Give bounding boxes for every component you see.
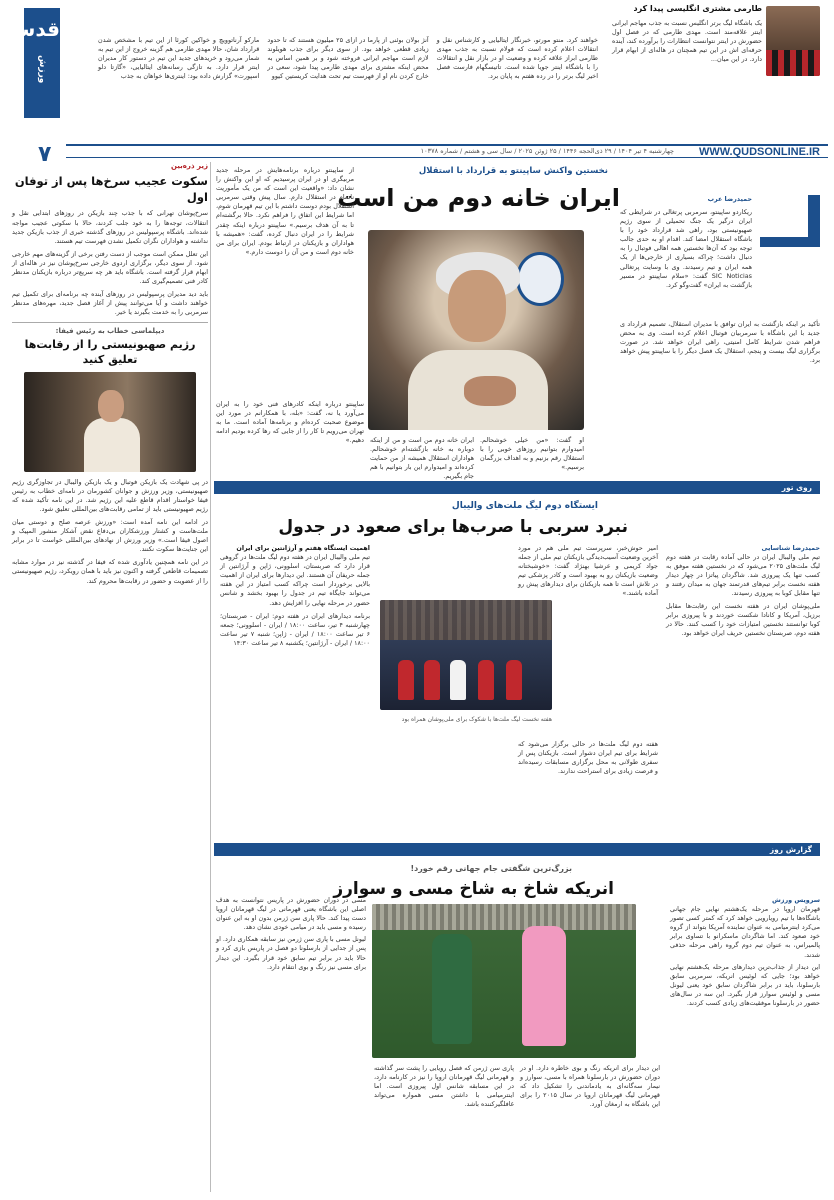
sidebar-text-6: در این نامه همچنین یادآوری شده که فیفا در گذشته نیز در موارد مشابه تصمیمات قاطعی گرفته و اکنون نیز باید با همان رویکرد، رژیم صهیونیستی را از عضویت و حضور در رقابت‌ها محروم کند. — [12, 558, 208, 585]
sidebar-text-3: باید دید مدیران پرسپولیس در روزهای آینده چه برنامه‌ای برای تکمیل تیم خواهند داشت و آیا می‌توانند پیش از آغاز فصل جدید، مهره‌های مدنظر سرمربی را به خدمت بگیرند یا خیر. — [12, 290, 208, 317]
main-col-right-bottom — [620, 320, 820, 365]
newspaper-logo[interactable] — [7, 8, 60, 118]
sidebar-kicker: زیر ذره‌بین — [171, 162, 208, 170]
report-col-2 — [520, 1064, 660, 1109]
esteghlal-badge-icon — [516, 252, 564, 306]
report-col-3 — [374, 1064, 514, 1109]
main-kicker: نخستین واکنش ساپینتو به قرارداد با استقلال — [418, 166, 608, 176]
site-url[interactable]: WWW.QUDSONLINE.IR — [699, 146, 820, 158]
section-vertical-label: ورزش — [37, 55, 48, 84]
volleyball-headline[interactable]: نبرد سربی با صرب‌ها برای صعود در جدول — [278, 517, 628, 537]
sidebar-divider — [12, 322, 208, 323]
volleyball-text-2b: هفته دوم لیگ ملت‌ها در حالی برگزار می‌شود که شرایط برای تیم ایران دشوار است. بازیکنان پس از سفری طولانی به محل برگزاری مسابقات رسیده‌اند و فرصت زیادی برای استراحت ندارند. — [518, 740, 658, 776]
teaser-title[interactable]: طارمی مشتری انگلیسی پیدا کرد — [633, 4, 762, 13]
sapinto-photo — [368, 230, 584, 430]
volleyball-col-1 — [666, 544, 820, 638]
messi-match-photo — [372, 904, 636, 1058]
main-headline[interactable]: ایران خانه دوم من است — [337, 184, 620, 212]
lead-decoration — [760, 195, 820, 247]
minister-photo — [24, 372, 196, 472]
volleyball-col-2b — [518, 740, 658, 776]
left-sidebar — [12, 162, 208, 590]
teaser-col-3: آنژ بولان بوئنی از پارما در ازای ۲۵ میلیون هستند که تا حدود زیادی قطعی خواهد بود. از سوی دیگر برای جذب هویلوند لازم است مهاجم ایرانی فروخته شود و بر همین اساس به محض اینکه مشتری برای مهدی طارمی پیدا شود، سعی در خارج کردن نام او از فهرست تیم تحت هدایت کریستین کیوو — [267, 36, 429, 81]
main-text-right-2: تأکید بر اینکه بازگشت به ایران توافق با مدیران استقلال، تصمیم قرارداد ی جدید با این باشگاه با سرمربیان فوتبال اعلام کرده است. وی به محض فراهم شدن شرایط کامل امنیتی، راهی ایران خواهد شد. در صورت برگزاری لیگ بیست و پنجم، استقلال یک فصل دیگر را با ساپینتو پیش خواهد برد. — [620, 320, 820, 365]
volleyball-text-1b: ملی‌پوشان ایران در هفته نخست این رقابت‌ها مقابل برزیل، آمریکا و کانادا شکست خوردند و با پیروزی برابر کوبا توانستند نخستین امتیازات خود را کسب کنند. حالا در هفته دوم، صربستان نخستین حریف ایران خواهد بود. — [666, 601, 820, 637]
date-line: چهارشنبه ۴ تیر ۱۴۰۴ / ۲۹ ذی‌الحجه ۱۴۴۶ / ۲۵ ژوئن ۲۰۲۵ / سال سی و هشتم / شماره ۱۰۳۷۸ — [420, 147, 674, 155]
main-col-left-2 — [216, 400, 364, 445]
main-byline: حمیدرضا عرب — [707, 195, 752, 203]
report-text-1b: این دیدار از جذاب‌ترین دیدارهای مرحله یک‌هشتم نهایی خواهد بود؛ جایی که لوئیس انریکه، سرمربی سابق بارسلونا، باید در برابر شاگردان سابق خود یعنی لیونل مسی و لوئیس سوارز قرار بگیرد. این سه در سال‌های حضور در بارسلونا موفقیت‌های زیادی کسب کردند. — [670, 962, 820, 1008]
volleyball-text-2: امیر حوش‌خبر، سرپرست تیم ملی هم در مورد آخرین وضعیت آسیب‌دیدگی بازیکنان تیم ملی از جمله جواد کریمی و عرشیا بهنژاد گفت: «خوشبختانه وضعیت بازیکنان رو به بهبود است و کادر پزشکی تیم در تلاش است تا همه بازیکنان برای دیدارهای پیش رو آماده باشند.» — [518, 544, 658, 598]
main-col-under-photo-b — [480, 436, 584, 472]
sidebar-text-2: این تعلل ممکن است موجب از دست رفتن برخی از گزینه‌های مهم خارجی شود. از سوی دیگر، برگزاری اردوی خارجی سرخ‌پوشان نیز در هاله‌ای از ابهام قرار گرفته است. باشگاه باید هر چه سریع‌تر درباره بازیکنان مدنظر کادر فنی تصمیم‌گیری کند. — [12, 249, 208, 286]
sidebar-title[interactable]: سکوت عجیب سرخ‌ها پس از توفان اول — [14, 174, 208, 204]
volleyball-photo-caption: هفته نخست لیگ ملت‌ها با شکوک برای ملی‌پوشان همراه بود — [401, 716, 552, 723]
report-kicker: بزرگ‌ترین شگفتی جام جهانی رقم خورد! — [410, 864, 572, 873]
section-label-volleyball: روی تور — [214, 481, 820, 494]
volleyball-text-1: تیم ملی والیبال ایران در حالی آماده رقابت در هفته دوم لیگ ملت‌های ۲۰۲۵ می‌شود که در نخستین هفته موفق به کسب تنها یک پیروزی شد. شاگردان پیاتزا در چهار دیدار هفته نخست برابر تیم‌های قدرتمند جهان به میدان رفتند و تنها مقابل کوبا به پیروزی رسیدند. — [666, 553, 820, 598]
main-text-under-1: ساپینتو درباره اینکه کادرهای فنی خود را به ایران می‌آورد یا نه، گفت: «بله، با همکارانم در مورد این موضوع صحبت کرده‌ام و برنامه‌ها آماده است. ما به تهران می‌رویم تا کار را از جایی که رها کرده بودیم ادامه دهیم.» — [216, 400, 364, 445]
main-text-right: ریکاردو ساپینتو، سرمربی پرتغالی در شرایطی که ایران درگیر یک جنگ تحمیلی از سوی رژیم صهیونیستی بود، راهی شد قرارداد خود را با باشگاه استقلال امضا کند. اقدام او به حدی جالب توجه بود که آن‌ها نخستین همه اهالی فوتبال را به دنبال داشت؛ چراکه بسیاری از خارجی‌ها از یک همه ایران و تیم رسیدند. وی با وسایت پرتغالی SIC Noticias گفت: «سلام ساپینتو در مسیر بازگشت به ایران» گفت‌وگو کرد. — [620, 208, 752, 289]
page-number: ۷ — [38, 142, 52, 167]
report-col-1 — [670, 896, 820, 1008]
main-text-under-3: او گفت: «من خیلی خوشحالم. امیدوارم بتوانیم روزهای خوبی را با استقلال رقم بزنیم و به اهداف بزرگمان برسیم.» — [480, 436, 584, 472]
volleyball-schedule: برنامه دیدارهای ایران در هفته دوم: ایران - صربستان؛ چهارشنبه ۴ تیر، ساعت ۱۸:۰۰ / ایران - اسلوونی؛ جمعه ۶ تیر ساعت ۱۸:۰۰ / ایران - ژاپن؛ شنبه ۷ تیر ساعت ۱۸:۰۰ / ایران - آرژانتین؛ یکشنبه ۸ تیر ساعت ۱۴:۳۰ — [220, 611, 371, 647]
report-text-3: پاری سن ژرمن که فصل رویایی را پشت سر گذاشته و قهرمانی لیگ قهرمانان اروپا را نیز در کارنامه دارد، در این مسابقه شانس اول پیروزی است. اما اینترمیامی با داشتن مسی همواره می‌تواند غافلگیرکننده باشد. — [374, 1064, 514, 1109]
sidebar-text-1: سرخ‌پوشان تهرانی که با جذب چند بازیکن در روزهای ابتدایی نقل و انتقالات، توجه‌ها را به خود جلب کردند، حالا با سکوتی عجیب مواجه شده‌اند. باشگاه پرسپولیس در روزهای گذشته خبری از جذب بازیکن جدید نداشته و هواداران نگران تکمیل نشدن فهرست تیم هستند. — [12, 209, 208, 245]
main-col-left — [216, 166, 354, 257]
volleyball-photo — [380, 600, 552, 710]
main-col-right-top — [620, 200, 752, 290]
sidebar-title-2[interactable]: رژیم صهیونیستی را از رقابت‌ها تعلیق کنید — [24, 337, 196, 366]
volleyball-kicker: ایستگاه دوم لیگ ملت‌های والیبال — [451, 501, 598, 511]
sidebar-kicker-2: دیپلماسی خطاب به رئیس فیفا: — [55, 326, 165, 335]
report-byline: سرویس ورزش — [771, 896, 820, 904]
report-col-left — [216, 896, 366, 972]
sidebar-text-5: در ادامه این نامه آمده است: «ورزش عرصه صلح و دوستی میان ملت‌هاست و کشتار ورزشکاران بی‌دفاع نقض آشکار منشور المپیک و اصول فیفا است.» وزیر ورزش از نهادهای بین‌المللی خواست تا در برابر این جنایت‌ها سکوت نکنند. — [12, 518, 208, 554]
section-label-report: گزارش روز — [214, 843, 820, 856]
volleyball-byline: حمیدرضا شناسایی — [761, 544, 820, 552]
volleyball-subhead: اهمیت ایستگاه هفتم و آرژانتین برای ایران — [236, 544, 370, 552]
volleyball-col-2 — [518, 544, 658, 599]
top-teaser — [612, 4, 762, 64]
main-text-left: از ساپینتو درباره برنامه‌هایش در مرحله جدید مربیگری او در ایران پرسیدیم که او این واکنش را نشان داد: «واقعیت این است که من یک مأموریت ناتمام در استقلال دارم. سال پیش وقتی سرمربی استقلال بودم دوست داشتم با این تیم قهرمان شوم، اما شرایط این اتفاق را فراهم نکرد. حالا برگشته‌ام تا به آن هدف برسیم.» ساپینتو درباره اینکه چقدر شرایط را در ایران دنبال کرده، گفت: «همیشه با هواداران و بازیکنان در ارتباط بودم. ایران برای من خانه دوم است و من آن را دوست دارم.» — [216, 166, 354, 256]
sidebar-divider-line — [210, 162, 211, 1192]
report-text-left: مسی در دوران حضورش در پاریس نتوانست به هدف اصلی این باشگاه یعنی قهرمانی در لیگ قهرمانان اروپا دست پیدا کند. حالا پاری سن ژرمن بدون او به این عنوان رسیده و مسی باید در میامی خودی نشان دهد. — [216, 896, 366, 932]
teaser-col-2: مارکو آرناتوویچ و خواکین کورئا از این تیم با مشخص شدن قرارداد شان، حالا مهدی طارمی هم گزینه خروج از این تیم به شمار می‌رود و خریدهای جدید این تیم در دستور کار مدیران اینتر قرار دارد. به تازگی رسانه‌های ایتالیایی، «گازتا دلو اسپورت» گزارش داده بود: اینتری‌ها خواهان به جذب — [98, 36, 260, 81]
main-col-under-photo-a — [370, 436, 474, 481]
report-text-1: قهرمان اروپا در مرحله یک‌هشتم نهایی جام جهانی باشگاه‌ها با تیم رویارویی خواهد کرد که کمتر کسی تصور می‌کرد اینترمیامی به عنوان نماینده آمریکا بتواند از گروه خود صعود کند. اما شاگردان ماسکرانو با تساوی برابر پالمیراس، به عنوان تیم دوم گروه راهی مرحله حذفی شدند. — [670, 905, 820, 959]
report-headline[interactable]: انریکه شاخ به شاخ مسی و سوارز — [333, 879, 614, 899]
main-text-under-2: ایران خانه دوم من است و من از اینکه دوباره به خانه بازگشته‌ام خوشحالم. هواداران استقلال همیشه از من حمایت کرده‌اند و امیدوارم این بار بتوانیم با هم جام بگیریم. — [370, 436, 474, 481]
report-text-4: لیونل مسی با پاری سن ژرمن نیز سابقه همکاری دارد. او پس از جدایی از بارسلونا دو فصل در پاریس بازی کرد و حالا باید در برابر تیم سابق خود قرار بگیرد. این دیدار برای مسی نیز رنگ و بوی انتقام دارد. — [216, 935, 366, 971]
sidebar-text-4: در پی شهادت یک بازیکن فوتبال و یک بازیکن والیبال در تجاوزگری رژیم صهیونیستی، وزیر ورزش و جوانان کشورمان در نامه‌ای خطاب به رئیس فیفا خواستار اقدام قاطع علیه این رژیم شد. در این نامه تأکید شده که رژیم صهیونیستی باید از تمامی رقابت‌های بین‌المللی تعلیق شود. — [12, 477, 208, 513]
teaser-text: یک باشگاه لیگ برتر انگلیس نسبت به جذب مهاجم ایرانی اینتر علاقه‌مند است. مهدی طارمی که در فصل اول حضورش در اینتر نتوانست انتظارات را برآورده کند، آینده حرفه‌ای اش در این تیم همچنان در هاله‌ای از ابهام قرار دارد. در این میان... — [612, 18, 762, 64]
teaser-col-4: خواهند کرد. منتو مورتو، خبرنگار ایتالیایی و کارشناس نقل و انتقالات اعلام کرده است که فولام نسبت به جذب مهدی طارمی ابراز علاقه کرده و وضعیت او در بازار نقل و انتقالات را با باشگاه اینتر جویا شده است. تاتیسگهام فارست فصل اخیر لیگ برتر را در رده هفتم به پایان برد. — [436, 36, 598, 81]
volleyball-text-3: تیم ملی والیبال ایران در هفته دوم لیگ ملت‌ها در گروهی قرار دارد که صربستان، اسلوونی، ژاپن و آرژانتین از جمله حریفان آن هستند. این دیدارها برای ایران از اهمیت بالایی برخوردار است چراکه کسب امتیاز در این هفته می‌تواند جایگاه تیم در جدول را بهبود بخشد و شانس حضور در مرحله نهایی را افزایش دهد. — [220, 553, 370, 607]
volleyball-col-3 — [220, 544, 370, 648]
teaser-continued-columns — [98, 36, 598, 81]
report-text-2: این دیدار برای انریکه رنگ و بوی خاطره دارد. او در دوران حضورش در بارسلونا همراه با مسی، سوارز و نیمار سه‌گانه‌ای به یادماندنی را تشکیل داد که قهرمانی لیگ قهرمانان اروپا در سال ۲۰۱۵ را برای این باشگاه به ارمغان آورد. — [520, 1064, 660, 1109]
logo-text: قدس — [7, 17, 60, 41]
teaser-player-photo — [766, 6, 820, 76]
